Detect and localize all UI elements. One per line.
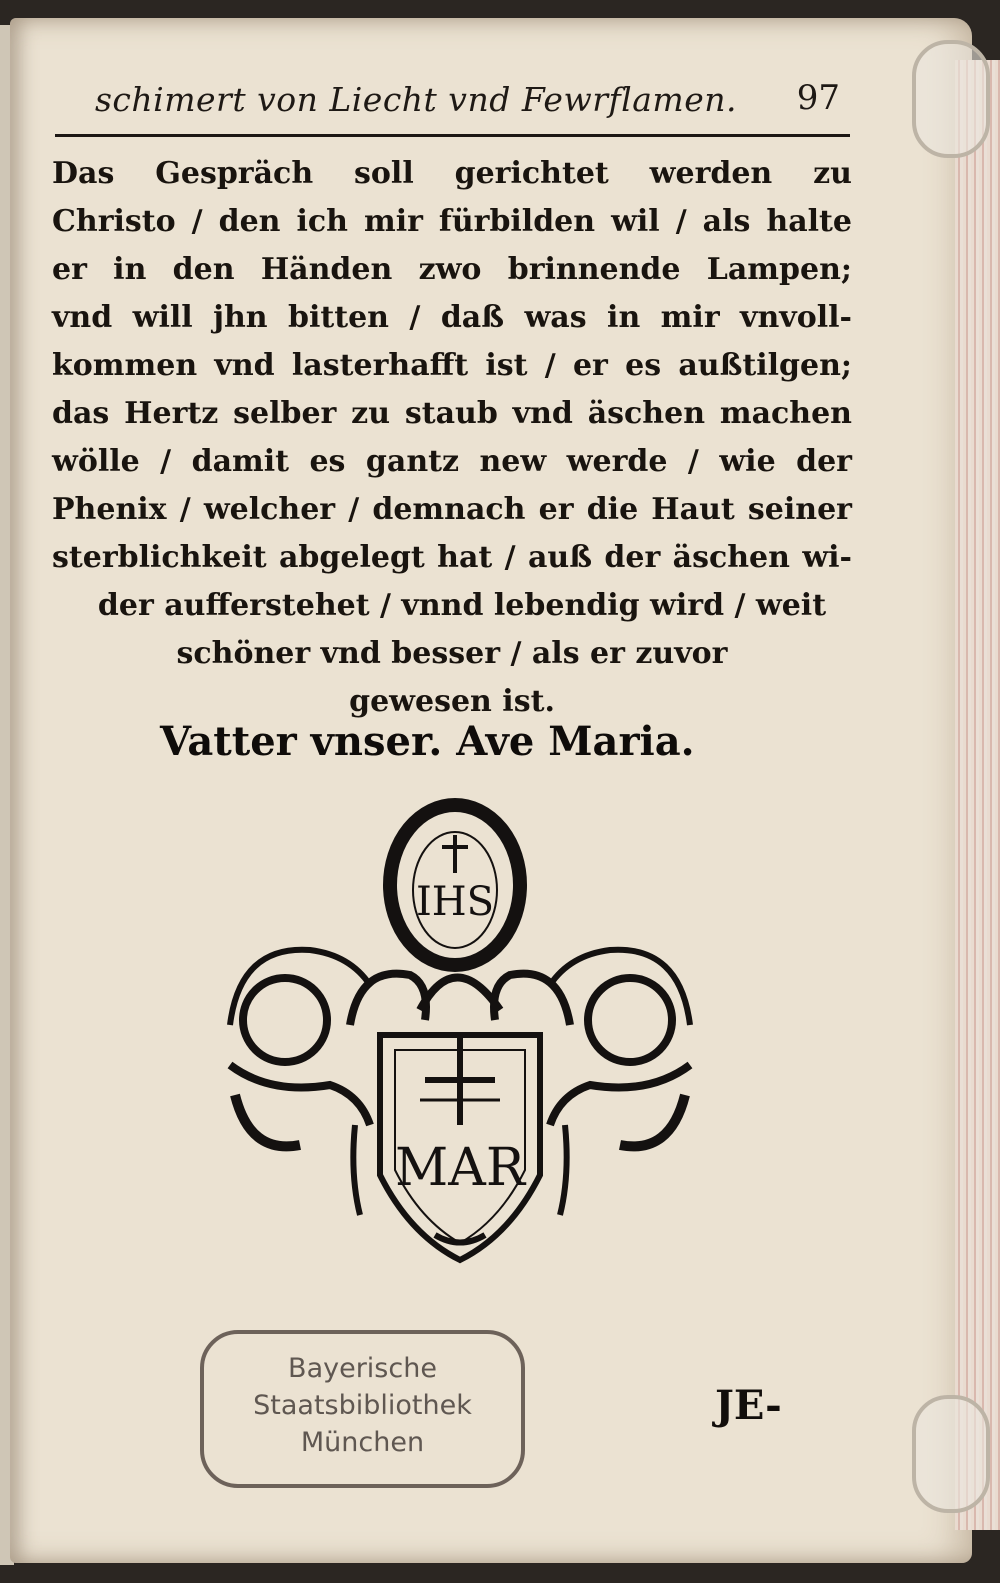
body-line: wölle / damit es gantz new werde / wie der — [52, 444, 852, 479]
body-line: er in den Händen zwo brinnende Lampen; — [52, 252, 852, 287]
catchword: JE- — [715, 1382, 782, 1429]
running-head: schimert von Liecht vnd Fewrflamen. — [95, 80, 737, 119]
body-line: der aufferstehet / vnnd lebendig wird / weit — [97, 588, 827, 623]
page-clip-top — [912, 40, 990, 158]
body-line: das Hertz selber zu staub vnd äschen machen — [52, 396, 852, 431]
body-line: kommen vnd lasterhafft ist / er es außtilgen; — [52, 348, 852, 383]
page-clip-bottom — [912, 1395, 990, 1513]
prayer-line: Vatter vnser. Ave Maria. — [160, 718, 695, 765]
emblem-monogram-bottom: MAR — [395, 1138, 525, 1198]
page-edges — [955, 60, 1000, 1530]
body-line: gewesen ist. — [349, 684, 555, 719]
page-header — [55, 72, 850, 137]
ihs-mar-emblem-with-angels-icon — [210, 795, 710, 1295]
body-line: vnd will jhn bitten / daß was in mir vnvoll- — [52, 300, 852, 335]
stamp-line-1: Bayerische — [288, 1353, 437, 1384]
page-number: 97 — [796, 78, 840, 118]
emblem-monogram-top: IHS — [415, 879, 495, 925]
body-line: Das Gespräch soll gerichtet werden zu — [52, 156, 852, 191]
body-line: schöner vnd besser / als er zuvor — [176, 636, 728, 671]
body-line: Phenix / welcher / demnach er die Haut seiner — [52, 492, 852, 527]
body-line: sterblichkeit abgelegt hat / auß der äschen wi- — [52, 540, 852, 575]
library-stamp — [200, 1330, 525, 1488]
stamp-line-3: München — [300, 1427, 425, 1458]
body-line: Christo / den ich mir fürbilden wil / als halte — [52, 204, 852, 239]
body-text — [52, 150, 852, 726]
stamp-line-2: Staatsbibliothek — [253, 1390, 472, 1421]
